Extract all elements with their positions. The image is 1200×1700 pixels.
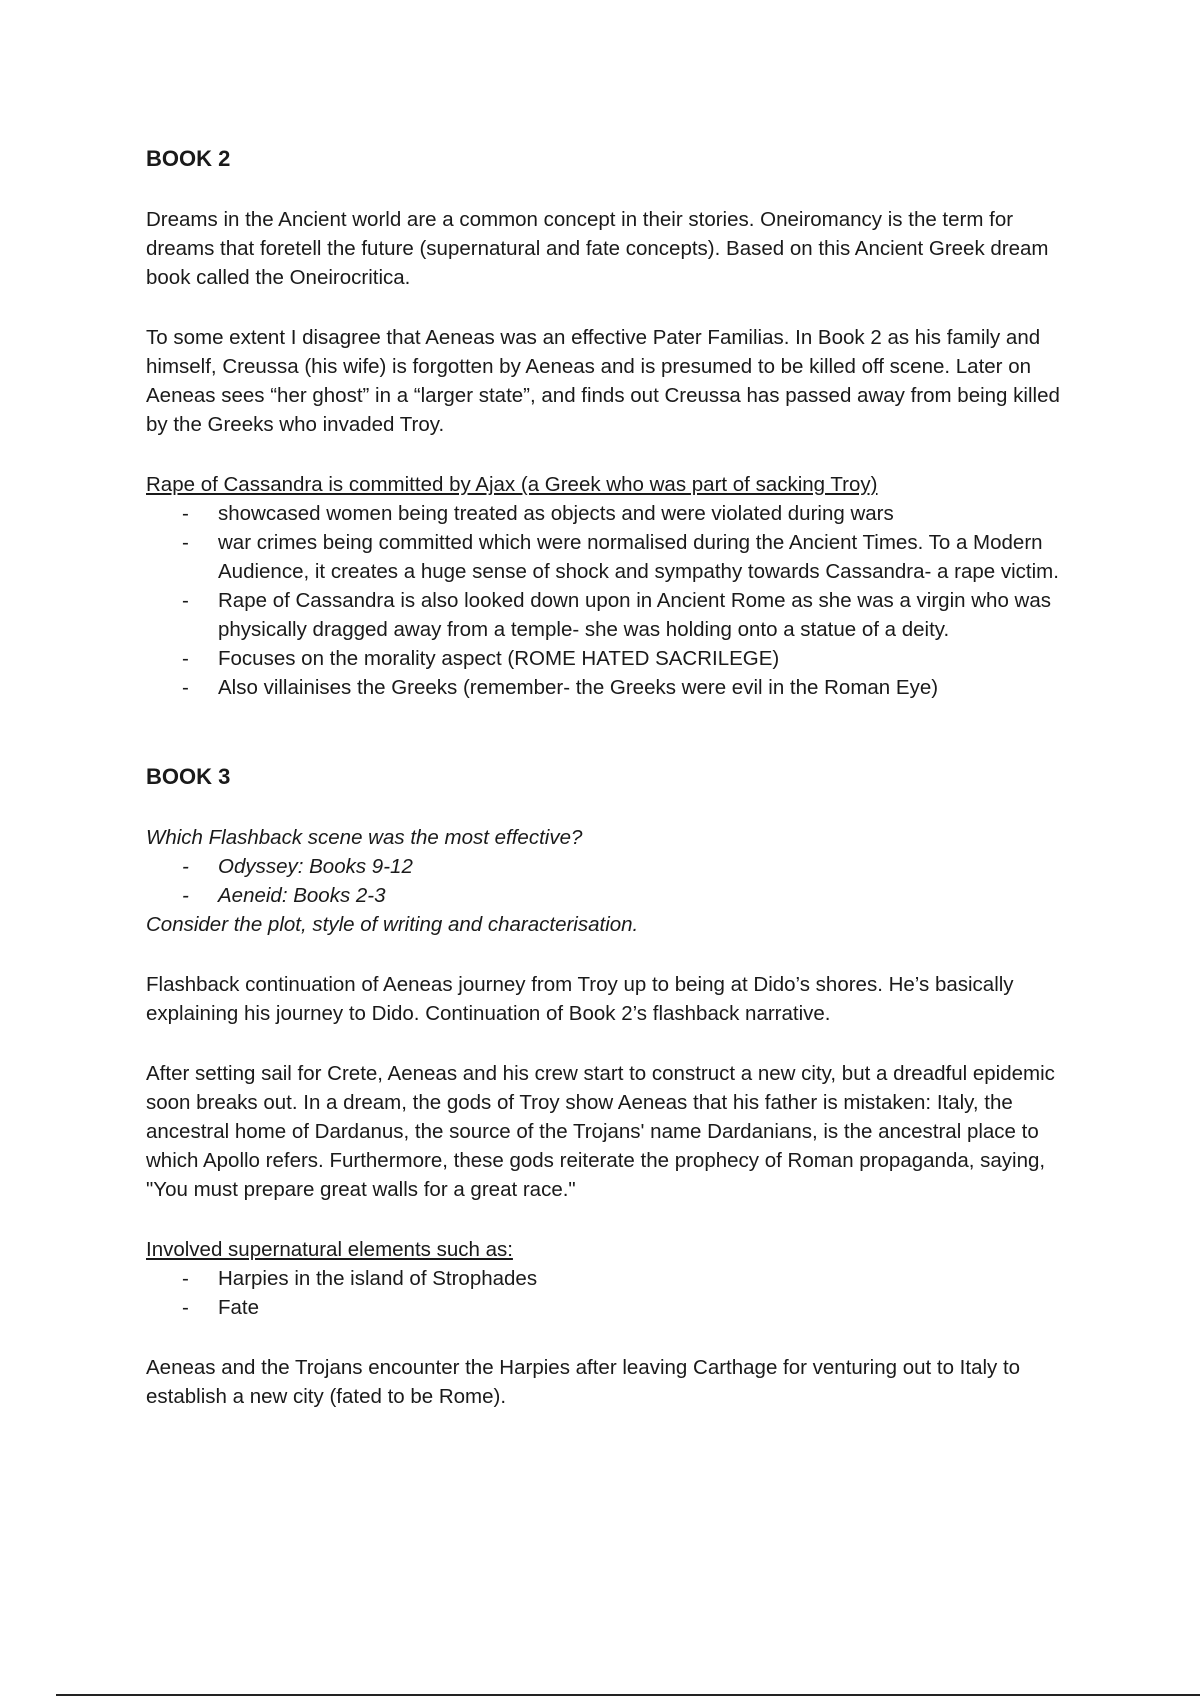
list-item: - Also villainises the Greeks (remember- the Greeks were evil in the Roman Eye) <box>218 673 1076 702</box>
list-item: - war crimes being committed which were normalised during the Ancient Times. To a Modern Audience, it creates a huge sense of shock and sympathy towards Cassandra- a rape victim. <box>218 528 1076 586</box>
book-2-bullet-list <box>146 499 1076 702</box>
book-3-paragraph-crete: After setting sail for Crete, Aeneas and his crew start to construct a new city, but a dreadful epidemic soon breaks out. In a dream, the gods of Troy show Aeneas that his father is mistaken: Italy, the ancestral home of Dardanus, the source of the Trojans' name Dardanians, is the ancestral place to which Apollo refers. Furthermore, these gods reiterate the prophecy of Roman propaganda, saying, "You must prepare great walls for a great race." <box>146 1062 1055 1201</box>
book-2-subheading-cassandra: Rape of Cassandra is committed by Ajax (a Greek who was part of sacking Troy) <box>146 473 878 496</box>
book-3-heading: BOOK 3 <box>146 764 231 789</box>
document-body <box>146 142 1076 1411</box>
list-item: - Odyssey: Books 9-12 <box>218 852 1076 881</box>
list-item: - Fate <box>218 1293 1076 1322</box>
book-3-bullet-list <box>146 1264 1076 1322</box>
page-bottom-rule <box>56 1694 1200 1696</box>
book-2-paragraph-pater-familias: To some extent I disagree that Aeneas was an effective Pater Familias. In Book 2 as his family and himself, Creussa (his wife) is forgotten by Aeneas and is presumed to be killed off scene. Later on Aeneas sees “her ghost” in a “larger state”, and finds out Creussa has passed away from being killed by the Greeks who invaded Troy. <box>146 326 1060 436</box>
book-3-question: Which Flashback scene was the most effective? <box>146 826 583 849</box>
list-item: - Focuses on the morality aspect (ROME HATED SACRILEGE) <box>218 644 1076 673</box>
list-item: - Aeneid: Books 2-3 <box>218 881 1076 910</box>
book-3-paragraph-harpies: Aeneas and the Trojans encounter the Harpies after leaving Carthage for venturing out to Italy to establish a new city (fated to be Rome). <box>146 1356 1021 1408</box>
book-3-paragraph-flashback: Flashback continuation of Aeneas journey from Troy up to being at Dido’s shores. He’s basically explaining his journey to Dido. Continuation of Book 2’s flashback narrative. <box>146 973 1014 1025</box>
book-3-subheading-supernatural: Involved supernatural elements such as: <box>146 1238 513 1261</box>
book-2-heading: BOOK 2 <box>146 146 231 171</box>
book-3-question-list <box>146 852 1076 910</box>
list-item: - Rape of Cassandra is also looked down upon in Ancient Rome as she was a virgin who was physically dragged away from a temple- she was holding onto a statue of a deity. <box>218 586 1076 644</box>
list-item: - showcased women being treated as objects and were violated during wars <box>218 499 1076 528</box>
book-2-paragraph-dreams: Dreams in the Ancient world are a common concept in their stories. Oneiromancy is the term for dreams that foretell the future (supernatural and fate concepts). Based on this Ancient Greek dream book called the Oneirocritica. <box>146 208 1049 289</box>
list-item: - Harpies in the island of Strophades <box>218 1264 1076 1293</box>
book-3-consider-note: Consider the plot, style of writing and characterisation. <box>146 913 639 936</box>
